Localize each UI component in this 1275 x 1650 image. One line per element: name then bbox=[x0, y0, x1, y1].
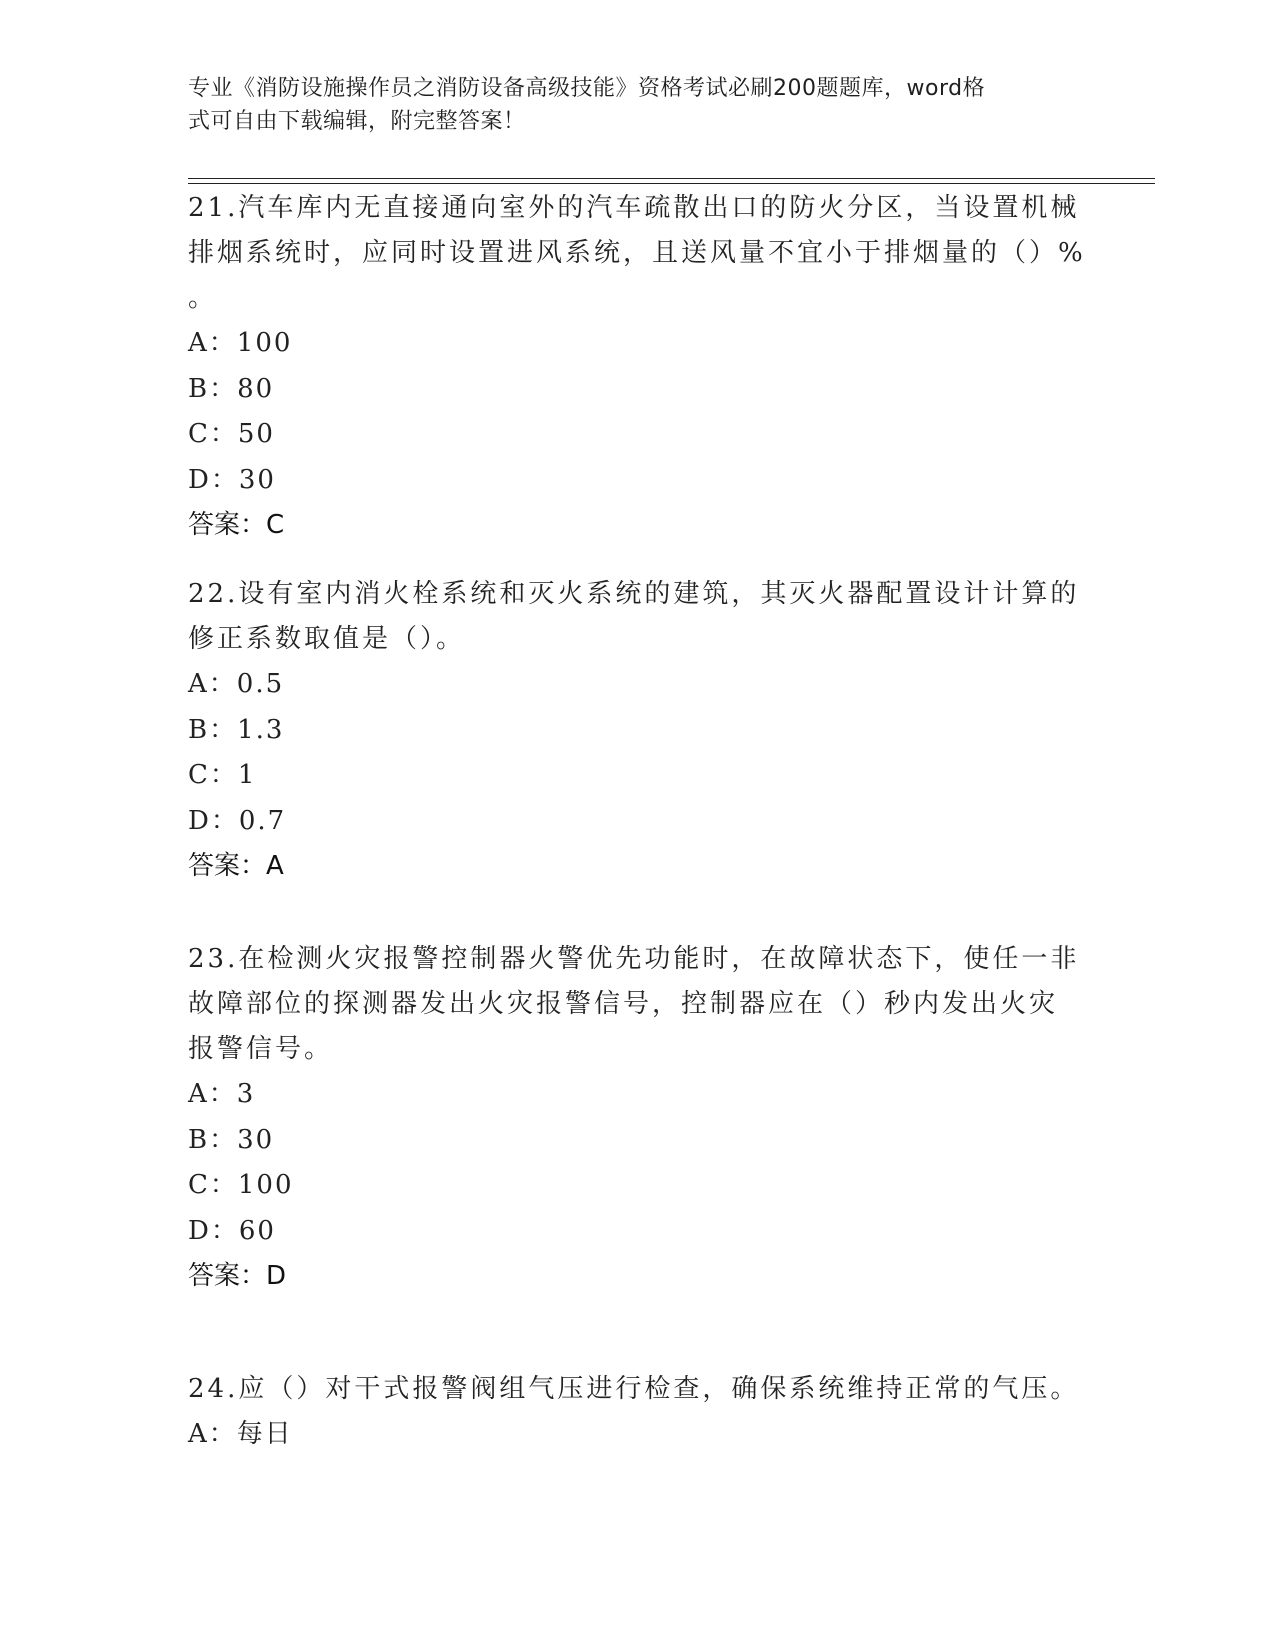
option-c: C：50 bbox=[188, 419, 275, 449]
answer: 答案：C bbox=[188, 510, 285, 540]
question-text-line: 故障部位的探测器发出火灾报警信号，控制器应在（）秒内发出火灾 bbox=[188, 989, 1059, 1019]
question-text-line: 修正系数取值是（）。 bbox=[188, 624, 466, 654]
question-text-line: 。 bbox=[188, 283, 218, 313]
option-b: B：80 bbox=[188, 373, 275, 404]
option-a: A：每日 bbox=[188, 1419, 293, 1449]
answer: 答案：A bbox=[188, 851, 284, 881]
option-c: C：100 bbox=[188, 1170, 294, 1200]
header-divider-top bbox=[188, 178, 1155, 179]
question-23 bbox=[188, 937, 1088, 1299]
header-line-1: 专业《消防设施操作员之消防设备高级技能》资格考试必刷200题题库，word格 bbox=[188, 76, 986, 101]
question-text-line: 23.在检测火灾报警控制器火警优先功能时，在故障状态下，使任一非 bbox=[188, 944, 1080, 974]
document-header bbox=[188, 72, 1068, 138]
question-21 bbox=[188, 186, 1088, 548]
option-c: C：1 bbox=[188, 760, 257, 790]
question-text-line: 报警信号。 bbox=[188, 1034, 334, 1064]
option-d: D：30 bbox=[188, 464, 276, 495]
option-d: D：0.7 bbox=[188, 805, 287, 836]
option-d: D：60 bbox=[188, 1215, 276, 1246]
header-divider-bottom bbox=[188, 183, 1155, 184]
question-text-line: 21.汽车库内无直接通向室外的汽车疏散出口的防火分区，当设置机械 bbox=[188, 193, 1080, 223]
option-b: B：1.3 bbox=[188, 714, 285, 745]
question-text-line: 22.设有室内消火栓系统和灭火系统的建筑，其灭火器配置设计计算的 bbox=[188, 579, 1080, 609]
option-b: B：30 bbox=[188, 1124, 275, 1155]
answer: 答案：D bbox=[188, 1261, 287, 1291]
option-a: A：0.5 bbox=[188, 669, 285, 699]
question-text-line: 24.应（）对干式报警阀组气压进行检查，确保系统维持正常的气压。 bbox=[188, 1374, 1080, 1404]
option-a: A：100 bbox=[188, 328, 293, 358]
question-24 bbox=[188, 1367, 1088, 1458]
question-text-line: 排烟系统时，应同时设置进风系统，且送风量不宜小于排烟量的（）% bbox=[188, 238, 1086, 268]
question-22 bbox=[188, 572, 1088, 889]
option-a: A：3 bbox=[188, 1079, 256, 1109]
header-line-2: 式可自由下载编辑，附完整答案！ bbox=[188, 109, 526, 134]
